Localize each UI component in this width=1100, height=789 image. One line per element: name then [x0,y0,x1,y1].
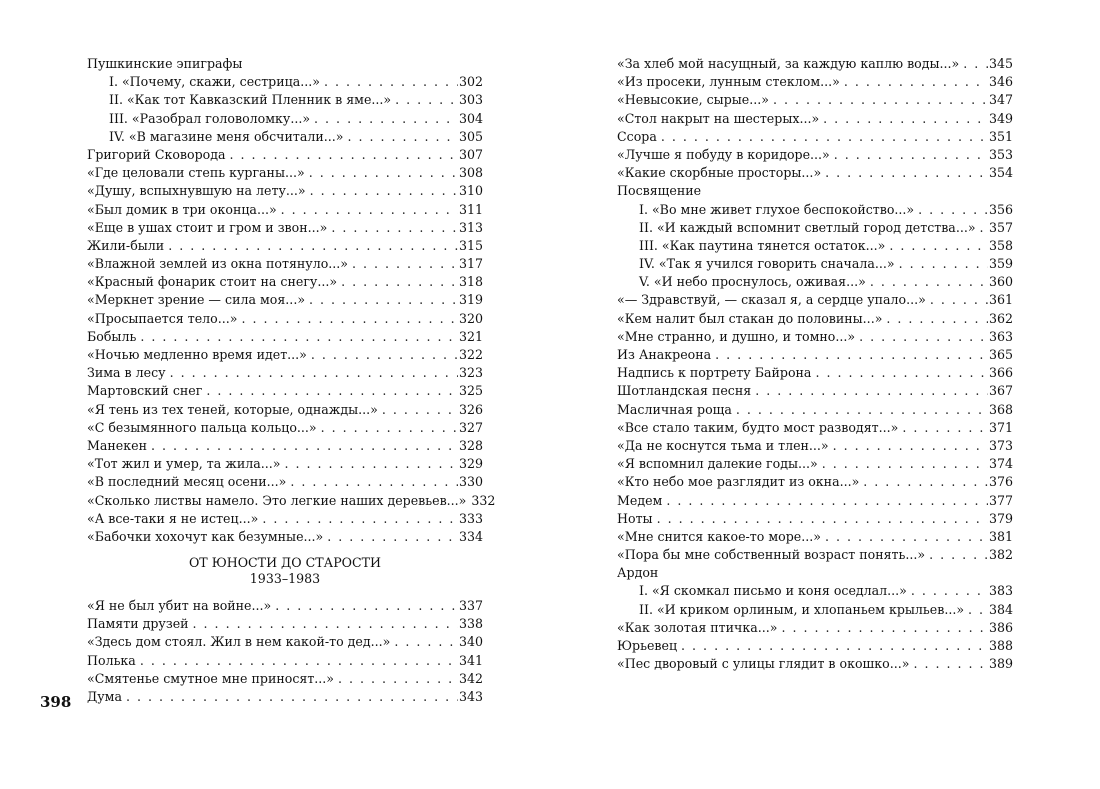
toc-entry-title: «Я тень из тех теней, которые, однажды...» [87,401,378,417]
toc-entry [617,637,1013,655]
dot-leader [311,346,458,364]
toc-entry-title: «В последний месяц осени...» [87,474,287,490]
toc-entry-title: «Еще в ушах стоит и гром и звон...» [87,219,328,235]
dot-leader [666,492,988,510]
toc-entry-page: 361 [988,292,1013,308]
toc-entry-title: Зима в лесу [87,365,166,381]
toc-entry-title: «Мне странно, и душно, и томно...» [617,328,856,344]
toc-entry-title: III. «Разобрал головоломку...» [109,110,311,126]
toc-entry-title: «Сколько листвы намело. Это легкие наших деревьев...» [87,492,467,508]
toc-group-heading: Ардон [617,565,659,581]
dot-leader [309,291,458,309]
toc-entry [87,473,483,491]
toc-entry-title: Дума [87,689,122,704]
toc-entry-page: 356 [988,201,1013,217]
dot-leader [736,401,988,419]
toc-entry-page: 328 [458,437,483,453]
toc-entry-page: 302 [458,74,483,90]
toc-entry-title: Юрьевец [617,638,678,653]
dot-leader [281,201,458,219]
toc-entry-page: 362 [988,310,1013,326]
toc-entry [617,655,1013,673]
toc-entry-title: Медем [617,492,663,508]
dot-leader [859,328,988,346]
toc-entry [617,201,1013,219]
toc-entry-title: «Влажной землей из окна потянуло...» [87,256,349,272]
toc-entry [87,401,483,419]
dot-leader [661,128,988,146]
toc-entry [87,364,483,382]
toc-entry [87,182,483,200]
toc-entry [617,146,1013,164]
dot-leader [310,182,458,200]
dot-leader [352,255,458,273]
toc-entry-title: «Просыпается тело...» [87,310,238,326]
dot-leader [140,652,458,670]
toc-entry [617,55,1013,73]
toc-entry-title: «За хлеб мой насущный, за каждую каплю воды...» [617,56,960,71]
toc-entry-title: «Тот жил и умер, та жила...» [87,456,281,472]
toc-entry-title: III. «Как паутина тянется остаток...» [639,237,886,253]
toc-entry-page: 329 [458,456,483,472]
dot-leader [338,670,458,688]
dot-leader [347,128,457,146]
toc-entry-page: 366 [988,365,1013,381]
dot-leader [168,237,458,255]
dot-leader [394,633,458,651]
toc-entry-title: Манекен [87,437,147,453]
dot-leader [889,237,988,255]
toc-entry [87,437,483,455]
toc-entry-title: «Душу, вспыхнувшую на лету...» [87,183,306,199]
toc-entry [617,328,1013,346]
toc-entry-page: 305 [458,128,483,144]
toc-entry-page: 317 [458,256,483,272]
toc-entry-page: 330 [458,474,483,490]
dot-leader [968,601,988,619]
toc-entry-title: II. «И криком орлиным, и хлопаньем крыльев...» [639,601,965,617]
toc-entry [87,455,483,473]
toc-entry-page: 342 [458,670,483,686]
dot-leader [899,255,988,273]
toc-entry-title: «Невысокие, сырые...» [617,92,769,108]
dot-leader [911,582,988,600]
right-page-column [617,55,1013,673]
toc-entry-page: 374 [988,456,1013,472]
toc-entry-page: 322 [458,347,483,362]
dot-leader [657,510,988,528]
toc-entry [87,419,483,437]
dot-leader [863,473,988,491]
toc-entry-page: 376 [988,474,1013,490]
toc-entry-page: 363 [988,328,1013,344]
toc-entry-title: I. «Во мне живет глухое беспокойство...» [639,201,915,217]
dot-leader [341,273,458,291]
toc-entry-title: II. «И каждый вспомнит светлый город детства...» [639,219,976,235]
toc-entry-page: 359 [988,256,1013,272]
toc-entry-title: «Да не коснутся тьма и тлен...» [617,437,829,453]
toc-entry-page: 346 [988,74,1013,90]
dot-leader [833,437,988,455]
toc-entry [87,91,483,109]
toc-list [617,55,1013,182]
toc-entry [617,364,1013,382]
toc-entry-page: 343 [458,689,483,704]
toc-entry-title: «Смятенье смутное мне приносят...» [87,670,335,686]
toc-entry-page: 367 [988,383,1013,399]
toc-entry-title: I. «Я скомкал письмо и коня оседлал...» [639,583,907,599]
toc-entry-page: 379 [988,510,1013,526]
toc-group-heading: Пушкинские эпиграфы [87,56,243,71]
toc-entry [87,597,483,615]
toc-entry-page: 377 [988,492,1013,508]
dot-leader [151,437,458,455]
toc-entry [617,546,1013,564]
page-number: 398 [40,693,72,711]
dot-leader [781,619,987,637]
toc-entry-title: I. «Почему, скажи, сестрица...» [109,74,320,90]
toc-entry-title: IV. «Так я учился говорить сначала...» [639,256,895,272]
toc-entry-page: 311 [458,201,483,217]
toc-entry [87,219,483,237]
toc-entry-title: Масличная роща [617,401,732,417]
toc-entry-title: «— Здравствуй, — сказал я, а сердце упало...» [617,292,926,308]
toc-entry-page: 326 [458,401,483,417]
dot-leader [230,146,458,164]
toc-entry-page: 351 [988,128,1013,144]
toc-entry-page: 337 [458,598,483,614]
toc-entry-title: «Я вспомнил далекие годы...» [617,456,818,472]
toc-entry-title: «Пес дворовый с улицы глядит в окошко...» [617,656,910,672]
toc-entry [617,128,1013,146]
toc-entry-title: «Бабочки хохочут как безумные...» [87,528,324,544]
toc-entry [617,437,1013,455]
toc-entry [617,619,1013,637]
dot-leader [844,73,988,91]
toc-entry-title: Мартовский снег [87,383,203,399]
dot-leader [755,382,988,400]
toc-entry [617,219,1013,237]
toc-entry [617,401,1013,419]
section-title: ОТ ЮНОСТИ ДО СТАРОСТИ [188,555,382,571]
toc-entry [87,633,483,651]
toc-entry-title: «С безымянного пальца кольцо...» [87,419,317,435]
toc-entry-page: 371 [988,419,1013,435]
toc-entry-page: 315 [458,237,483,253]
toc-entry-page: 358 [988,237,1013,253]
toc-entry [87,291,483,309]
dot-leader [206,382,458,400]
toc-entry-page: 308 [458,165,483,181]
toc-entry-page: 365 [988,347,1013,362]
toc-entry-page: 388 [988,638,1013,653]
toc-entry-title: Ноты [617,510,653,526]
toc-entry [617,110,1013,128]
toc-entry [87,510,483,528]
toc-entry-title: «Все стало таким, будто мост разводят...» [617,419,899,435]
toc-entry-page: 382 [988,547,1013,563]
toc-entry [87,688,483,706]
toc-entry [617,455,1013,473]
toc-entry [617,73,1013,91]
toc-entry-page: 334 [458,528,483,544]
toc-entry-page: 304 [458,110,483,126]
toc-entry-page: 360 [988,274,1013,290]
section-years: 1933–1983 [249,571,321,587]
toc-entry [617,237,1013,255]
dot-leader [715,346,988,364]
dot-leader [963,55,988,73]
dot-leader [918,201,988,219]
toc-group [87,73,483,146]
toc-entry [87,73,483,91]
toc-group [617,201,1013,292]
toc-entry [87,382,483,400]
toc-list [617,619,1013,674]
toc-entry [87,273,483,291]
toc-entry-title: «Мне снится какое-то море...» [617,528,821,544]
toc-entry-title: «Где целовали степь курганы...» [87,165,305,181]
dot-leader [140,328,458,346]
toc-entry-page: 383 [988,583,1013,599]
dot-leader [930,291,988,309]
toc-entry-page: 386 [988,619,1013,635]
toc-entry [87,201,483,219]
toc-entry [87,146,483,164]
dot-leader [290,473,458,491]
toc-entry [87,346,483,364]
toc-entry [617,164,1013,182]
toc-entry-title: Надпись к портрету Байрона [617,365,812,381]
toc-entry [87,255,483,273]
toc-entry-page: 338 [458,616,483,632]
toc-entry-page: 354 [988,165,1013,181]
toc-entry-title: «Здесь дом стоял. Жил в нем какой-то дед...» [87,634,391,650]
dot-leader [980,219,988,237]
dot-leader [275,597,458,615]
dot-leader [314,110,458,128]
dot-leader [395,91,458,109]
toc-list [87,597,483,706]
toc-entry-page: 310 [458,183,483,199]
toc-entry [87,164,483,182]
toc-entry-page: 349 [988,110,1013,126]
dot-leader [324,73,458,91]
toc-entry-title: «А все-таки я не истец...» [87,510,259,526]
dot-leader [902,419,988,437]
toc-entry-page: 323 [458,365,483,381]
dot-leader [327,528,458,546]
toc-entry-title: Бобыль [87,328,137,344]
toc-entry-title: «Стол накрыт на шестерых...» [617,110,820,126]
toc-entry-page: 325 [458,383,483,399]
dot-leader [681,637,988,655]
toc-entry [617,528,1013,546]
toc-entry-page: 333 [458,510,483,526]
toc-entry-title: «Из просеки, лунным стеклом...» [617,74,840,90]
toc-entry-title: «Пора бы мне собственный возраст понять...» [617,547,926,563]
toc-entry-page: 332 [471,492,496,508]
toc-entry [617,601,1013,619]
toc-entry-page: 318 [458,274,483,290]
toc-entry [617,310,1013,328]
dot-leader [870,273,988,291]
toc-entry-page: 313 [458,219,483,235]
toc-entry-title: «Ночью медленно время идет...» [87,347,307,362]
toc-entry-page: 341 [458,652,483,668]
dot-leader [331,219,458,237]
toc-entry [87,328,483,346]
toc-entry-title: IV. «В магазине меня обсчитали...» [109,128,344,144]
left-page-column [87,55,496,706]
toc-entry-page: 327 [458,419,483,435]
toc-entry [87,110,483,128]
toc-entry-title: «Лучше я побуду в коридоре...» [617,146,830,162]
toc-entry-page: 307 [458,146,483,162]
dot-leader [825,164,988,182]
toc-entry [87,652,483,670]
toc-entry-title: «Как золотая птичка...» [617,619,778,635]
toc-entry-title: «Я не был убит на войне...» [87,598,272,614]
toc-entry [617,492,1013,510]
toc-entry-page: 347 [988,92,1013,108]
toc-entry [87,615,483,633]
toc-entry-title: «Кем налит был стакан до половины...» [617,310,883,326]
toc-entry-title: Жили-были [87,237,165,253]
toc-entry-title: V. «И небо проснулось, оживая...» [639,274,866,290]
toc-entry-page: 345 [988,56,1013,71]
toc-entry [617,255,1013,273]
dot-leader [815,364,988,382]
toc-entry-title: «Красный фонарик стоит на снегу...» [87,274,338,290]
toc-entry [87,670,483,688]
toc-entry-title: Памяти друзей [87,616,189,632]
dot-leader [193,615,458,633]
toc-entry-title: «Меркнет зрение — сила моя...» [87,292,306,308]
toc-entry [87,528,483,546]
toc-entry-title: Шотландская песня [617,383,752,399]
toc-entry-page: 340 [458,634,483,650]
toc-entry [617,419,1013,437]
toc-entry-title: Из Анакреона [617,347,712,362]
dot-leader [834,146,988,164]
dot-leader [929,546,988,564]
toc-entry-page: 303 [458,92,483,108]
dot-leader [382,401,458,419]
dot-leader [886,310,988,328]
toc-entry-title: «Был домик в три оконца...» [87,201,277,217]
toc-entry [87,310,483,328]
toc-entry-title: «Кто небо мое разглядит из окна...» [617,474,860,490]
toc-entry [617,510,1013,528]
toc-entry-title: II. «Как тот Кавказский Пленник в яме...» [109,92,392,108]
toc-entry-title: Полька [87,652,136,668]
dot-leader [284,455,458,473]
toc-entry [617,291,1013,309]
toc-list [87,146,496,546]
dot-leader [241,310,458,328]
toc-entry [617,346,1013,364]
toc-entry [617,91,1013,109]
dot-leader [170,364,458,382]
dot-leader [825,528,988,546]
dot-leader [309,164,458,182]
dot-leader [126,688,458,706]
toc-entry [617,273,1013,291]
toc-entry-page: 368 [988,401,1013,417]
toc-entry-page: 357 [988,219,1013,235]
toc-group-heading: Посвящение [617,183,702,199]
toc-entry-title: Григорий Сковорода [87,146,226,162]
dot-leader [913,655,988,673]
toc-list [617,291,1013,564]
dot-leader [822,455,988,473]
toc-entry-page: 321 [458,328,483,344]
dot-leader [823,110,988,128]
dot-leader [773,91,988,109]
toc-entry [87,237,483,255]
toc-entry-title: «Какие скорбные просторы...» [617,165,822,181]
toc-entry-page: 389 [988,656,1013,672]
dot-leader [321,419,458,437]
toc-entry-page: 381 [988,528,1013,544]
toc-entry [617,382,1013,400]
toc-entry [87,492,496,510]
toc-entry-page: 319 [458,292,483,308]
toc-entry-page: 373 [988,437,1013,453]
toc-group [617,582,1013,618]
dot-leader [262,510,458,528]
toc-entry [617,582,1013,600]
toc-entry-page: 384 [988,601,1013,617]
toc-entry-page: 320 [458,310,483,326]
toc-entry [87,128,483,146]
toc-entry [617,473,1013,491]
toc-entry-page: 353 [988,146,1013,162]
toc-entry-title: Ссора [617,128,657,144]
